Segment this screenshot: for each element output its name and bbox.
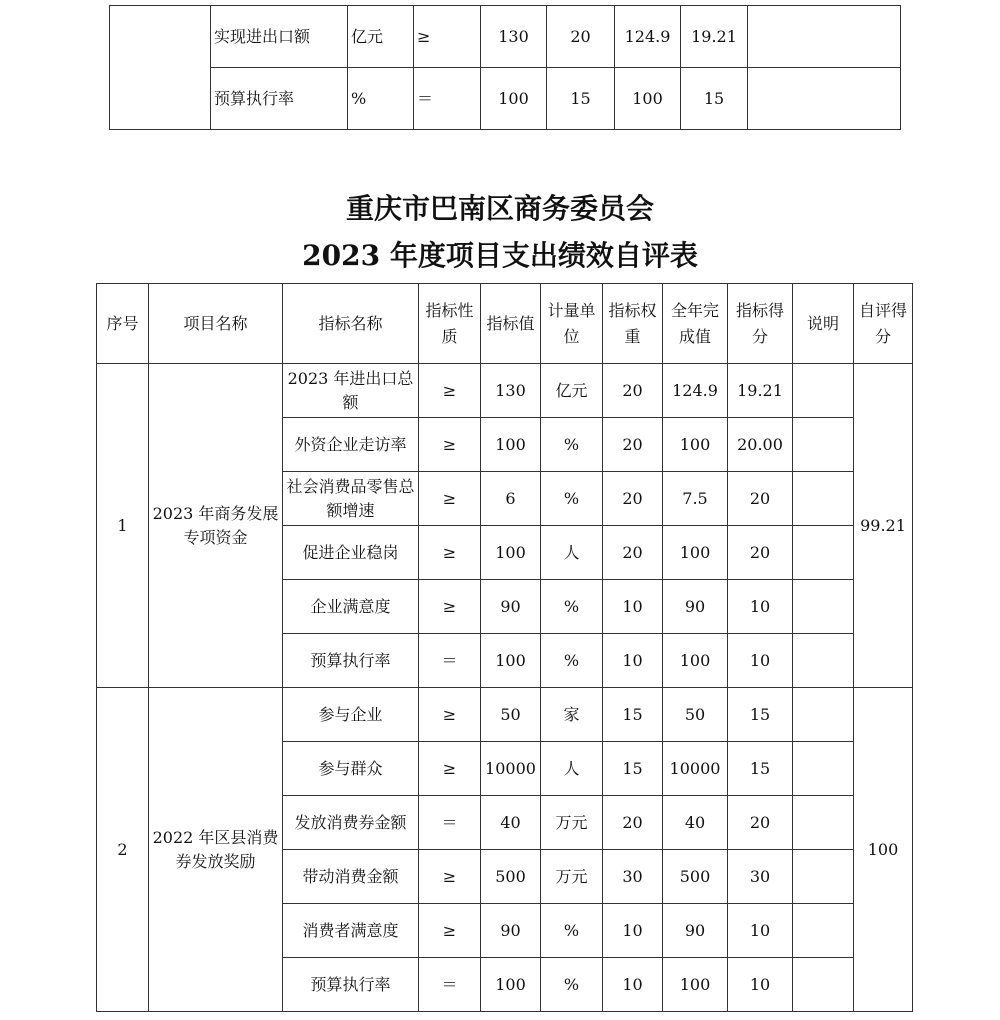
note-cell — [748, 68, 901, 130]
unit-cell: % — [541, 634, 603, 688]
continuation-table — [109, 5, 901, 130]
note-cell — [793, 796, 854, 850]
target-cell: 50 — [481, 688, 541, 742]
indicator-cell: 参与群众 — [283, 742, 419, 796]
header-score: 指标得分 — [728, 284, 793, 364]
score-cell: 10 — [728, 634, 793, 688]
table-row — [97, 364, 913, 418]
type-cell: ≥ — [419, 850, 481, 904]
type-cell: ≥ — [414, 6, 481, 68]
note-cell — [793, 526, 854, 580]
indicator-cell: 预算执行率 — [283, 958, 419, 1012]
note-cell — [793, 634, 854, 688]
header-weight: 指标权重 — [603, 284, 663, 364]
weight-cell: 10 — [603, 958, 663, 1012]
unit-cell: % — [541, 958, 603, 1012]
note-cell — [793, 364, 854, 418]
target-cell: 100 — [481, 68, 547, 130]
score-cell: 20 — [728, 472, 793, 526]
page-title: 重庆市巴南区商务委员会 — [345, 192, 654, 225]
type-cell: ＝ — [414, 68, 481, 130]
type-cell: ≥ — [419, 472, 481, 526]
seq-cell: 2 — [97, 688, 149, 1012]
unit-cell: 人 — [541, 742, 603, 796]
type-cell: ≥ — [419, 526, 481, 580]
weight-cell: 15 — [547, 68, 615, 130]
note-cell — [748, 6, 901, 68]
seq-cell: 1 — [97, 364, 149, 688]
self-score-cell: 99.21 — [854, 364, 913, 688]
target-cell: 130 — [481, 6, 547, 68]
unit-cell: % — [541, 418, 603, 472]
note-cell — [793, 580, 854, 634]
target-cell: 6 — [481, 472, 541, 526]
unit-cell: 家 — [541, 688, 603, 742]
type-cell: ≥ — [419, 904, 481, 958]
project-name-cell: 2022 年区县消费券发放奖励 — [149, 688, 283, 1012]
header-seq: 序号 — [97, 284, 149, 364]
header-row — [97, 284, 913, 364]
note-cell — [793, 688, 854, 742]
weight-cell: 20 — [603, 418, 663, 472]
type-cell: ＝ — [419, 958, 481, 1012]
actual-cell: 100 — [663, 958, 728, 1012]
target-cell: 130 — [481, 364, 541, 418]
score-cell: 30 — [728, 850, 793, 904]
score-cell: 10 — [728, 958, 793, 1012]
indicator-cell: 消费者满意度 — [283, 904, 419, 958]
header-project: 项目名称 — [149, 284, 283, 364]
indicator-cell: 带动消费金额 — [283, 850, 419, 904]
unit-cell: 万元 — [541, 796, 603, 850]
actual-cell: 10000 — [663, 742, 728, 796]
unit-cell: % — [541, 472, 603, 526]
indicator-cell: 社会消费品零售总额增速 — [283, 472, 419, 526]
project-name-cell: 2023 年商务发展专项资金 — [149, 364, 283, 688]
indicator-cell: 预算执行率 — [211, 68, 348, 130]
target-cell: 10000 — [481, 742, 541, 796]
header-target: 指标值 — [481, 284, 541, 364]
type-cell: ≥ — [419, 364, 481, 418]
actual-cell: 50 — [663, 688, 728, 742]
actual-cell: 7.5 — [663, 472, 728, 526]
weight-cell: 10 — [603, 904, 663, 958]
score-cell: 20.00 — [728, 418, 793, 472]
target-cell: 100 — [481, 634, 541, 688]
actual-cell: 124.9 — [615, 6, 681, 68]
weight-cell: 10 — [603, 580, 663, 634]
indicator-cell: 发放消费券金额 — [283, 796, 419, 850]
header-type: 指标性质 — [419, 284, 481, 364]
note-cell — [793, 472, 854, 526]
target-cell: 500 — [481, 850, 541, 904]
type-cell: ≥ — [419, 418, 481, 472]
actual-cell: 100 — [663, 418, 728, 472]
score-cell: 15 — [681, 68, 748, 130]
type-cell: ≥ — [419, 580, 481, 634]
unit-cell: 人 — [541, 526, 603, 580]
indicator-cell: 2023 年进出口总额 — [283, 364, 419, 418]
weight-cell: 10 — [603, 634, 663, 688]
header-unit: 计量单位 — [541, 284, 603, 364]
target-cell: 100 — [481, 958, 541, 1012]
score-cell: 15 — [728, 688, 793, 742]
note-cell — [793, 418, 854, 472]
indicator-cell: 实现进出口额 — [211, 6, 348, 68]
target-cell: 40 — [481, 796, 541, 850]
indicator-cell: 促进企业稳岗 — [283, 526, 419, 580]
table-row — [110, 68, 901, 130]
score-cell: 10 — [728, 904, 793, 958]
weight-cell: 20 — [603, 364, 663, 418]
unit-cell: % — [348, 68, 414, 130]
unit-cell: % — [541, 580, 603, 634]
score-cell: 19.21 — [728, 364, 793, 418]
type-cell: ≥ — [419, 742, 481, 796]
actual-cell: 40 — [663, 796, 728, 850]
score-cell: 10 — [728, 580, 793, 634]
weight-cell: 20 — [547, 6, 615, 68]
indicator-cell: 企业满意度 — [283, 580, 419, 634]
target-cell: 90 — [481, 580, 541, 634]
type-cell: ＝ — [419, 796, 481, 850]
self-score-cell: 100 — [854, 688, 913, 1012]
header-actual: 全年完成值 — [663, 284, 728, 364]
type-cell: ≥ — [419, 688, 481, 742]
actual-cell: 124.9 — [663, 364, 728, 418]
header-self-score: 自评得分 — [854, 284, 913, 364]
header-indicator: 指标名称 — [283, 284, 419, 364]
score-cell: 20 — [728, 526, 793, 580]
unit-cell: 万元 — [541, 850, 603, 904]
weight-cell: 30 — [603, 850, 663, 904]
actual-cell: 100 — [663, 634, 728, 688]
target-cell: 100 — [481, 526, 541, 580]
note-cell — [793, 742, 854, 796]
actual-cell: 100 — [663, 526, 728, 580]
score-cell: 19.21 — [681, 6, 748, 68]
score-cell: 20 — [728, 796, 793, 850]
header-note: 说明 — [793, 284, 854, 364]
unit-cell: 亿元 — [541, 364, 603, 418]
note-cell — [793, 850, 854, 904]
weight-cell: 20 — [603, 796, 663, 850]
type-cell: ＝ — [419, 634, 481, 688]
target-cell: 100 — [481, 418, 541, 472]
weight-cell: 20 — [603, 526, 663, 580]
indicator-cell: 外资企业走访率 — [283, 418, 419, 472]
performance-table — [96, 283, 913, 1012]
weight-cell: 20 — [603, 472, 663, 526]
actual-cell: 90 — [663, 580, 728, 634]
actual-cell: 90 — [663, 904, 728, 958]
blank-cell — [110, 6, 211, 130]
weight-cell: 15 — [603, 742, 663, 796]
unit-cell: % — [541, 904, 603, 958]
target-cell: 90 — [481, 904, 541, 958]
indicator-cell: 预算执行率 — [283, 634, 419, 688]
actual-cell: 100 — [615, 68, 681, 130]
note-cell — [793, 958, 854, 1012]
table-row — [97, 688, 913, 742]
actual-cell: 500 — [663, 850, 728, 904]
score-cell: 15 — [728, 742, 793, 796]
indicator-cell: 参与企业 — [283, 688, 419, 742]
page-subtitle: 2023 年度项目支出绩效自评表 — [302, 239, 698, 272]
note-cell — [793, 904, 854, 958]
unit-cell: 亿元 — [348, 6, 414, 68]
weight-cell: 15 — [603, 688, 663, 742]
table-row — [110, 6, 901, 68]
